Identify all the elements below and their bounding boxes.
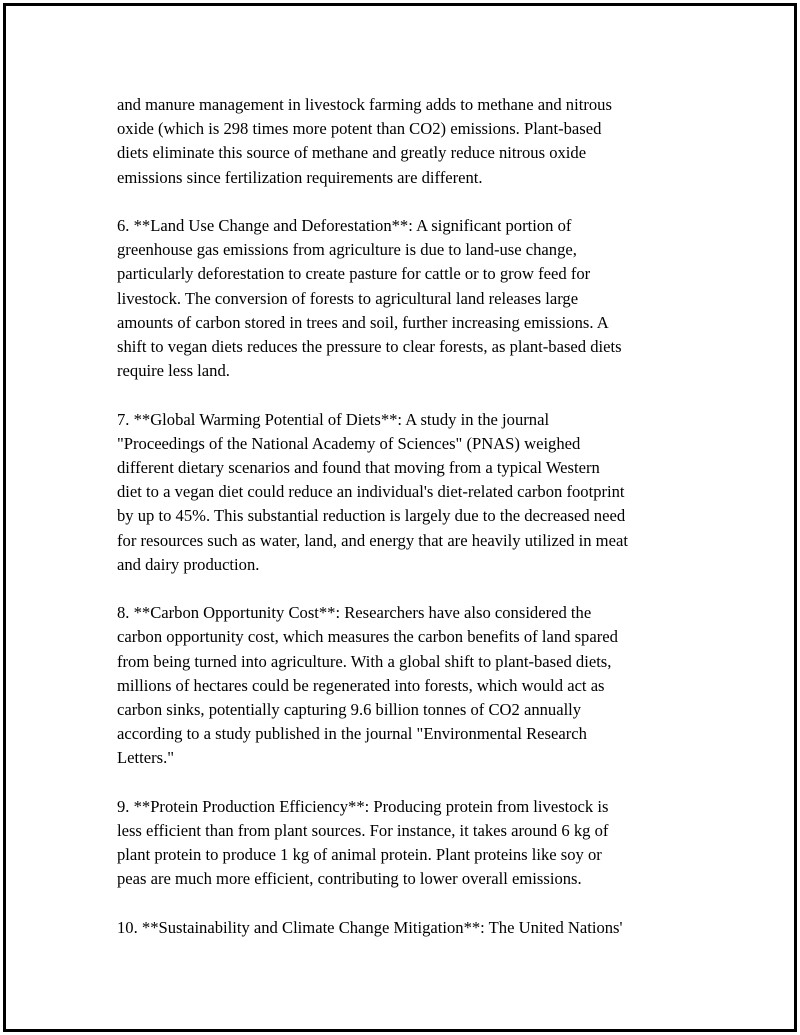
text-line: according to a study published in the journal "Environmental Research [117, 724, 587, 744]
text-line: greenhouse gas emissions from agriculture is due to land-use change, [117, 240, 577, 260]
text-line: oxide (which is 298 times more potent than CO2) emissions. Plant-based [117, 119, 602, 139]
document-body [117, 93, 697, 964]
paragraph-global-warming [117, 408, 697, 577]
text-line: 10. **Sustainability and Climate Change Mitigation**: The United Nations' [117, 917, 623, 937]
text-line: millions of hectares could be regenerated into forests, which would act as [117, 675, 605, 695]
text-line: carbon sinks, potentially capturing 9.6 billion tonnes of CO2 annually [117, 700, 582, 720]
paragraph-manure-emissions [117, 93, 697, 190]
text-line: Letters." [117, 748, 174, 768]
text-line: shift to vegan diets reduces the pressure to clear forests, as plant-based diets [117, 337, 622, 357]
text-line: 8. **Carbon Opportunity Cost**: Researchers have also considered the [117, 603, 592, 623]
text-line: amounts of carbon stored in trees and soil, further increasing emissions. A [117, 312, 609, 332]
text-line: "Proceedings of the National Academy of Sciences" (PNAS) weighed [117, 433, 581, 453]
text-line: peas are much more efficient, contributing to lower overall emissions. [117, 869, 582, 889]
paragraph-protein-efficiency [117, 795, 697, 892]
text-line: diet to a vegan diet could reduce an individual's diet-related carbon footprint [117, 482, 625, 502]
text-line: plant protein to produce 1 kg of animal protein. Plant proteins like soy or [117, 845, 602, 865]
text-line: 7. **Global Warming Potential of Diets**: A study in the journal [117, 409, 550, 429]
paragraph-land-use [117, 214, 697, 383]
text-line: and dairy production. [117, 554, 260, 574]
text-line: 6. **Land Use Change and Deforestation**: A significant portion of [117, 216, 572, 235]
text-line: by up to 45%. This substantial reduction is largely due to the decreased need [117, 506, 626, 526]
text-line: carbon opportunity cost, which measures the carbon benefits of land spared [117, 627, 618, 647]
text-line: require less land. [117, 361, 230, 381]
paragraph-carbon-opportunity [117, 601, 697, 770]
text-line: for resources such as water, land, and energy that are heavily utilized in meat [117, 530, 628, 550]
text-line: particularly deforestation to create pasture for cattle or to grow feed for [117, 264, 591, 284]
text-line: diets eliminate this source of methane and greatly reduce nitrous oxide [117, 143, 587, 163]
text-line: different dietary scenarios and found that moving from a typical Western [117, 458, 600, 478]
text-line: emissions since fertilization requirements are different. [117, 167, 483, 187]
paragraph-sustainability [117, 916, 697, 940]
text-line: and manure management in livestock farming adds to methane and nitrous [117, 95, 612, 114]
text-line: less efficient than from plant sources. For instance, it takes around 6 kg of [117, 821, 609, 841]
text-line: from being turned into agriculture. With a global shift to plant-based diets, [117, 651, 612, 671]
text-line: 9. **Protein Production Efficiency**: Producing protein from livestock is [117, 796, 609, 816]
text-line: livestock. The conversion of forests to agricultural land releases large [117, 288, 579, 308]
